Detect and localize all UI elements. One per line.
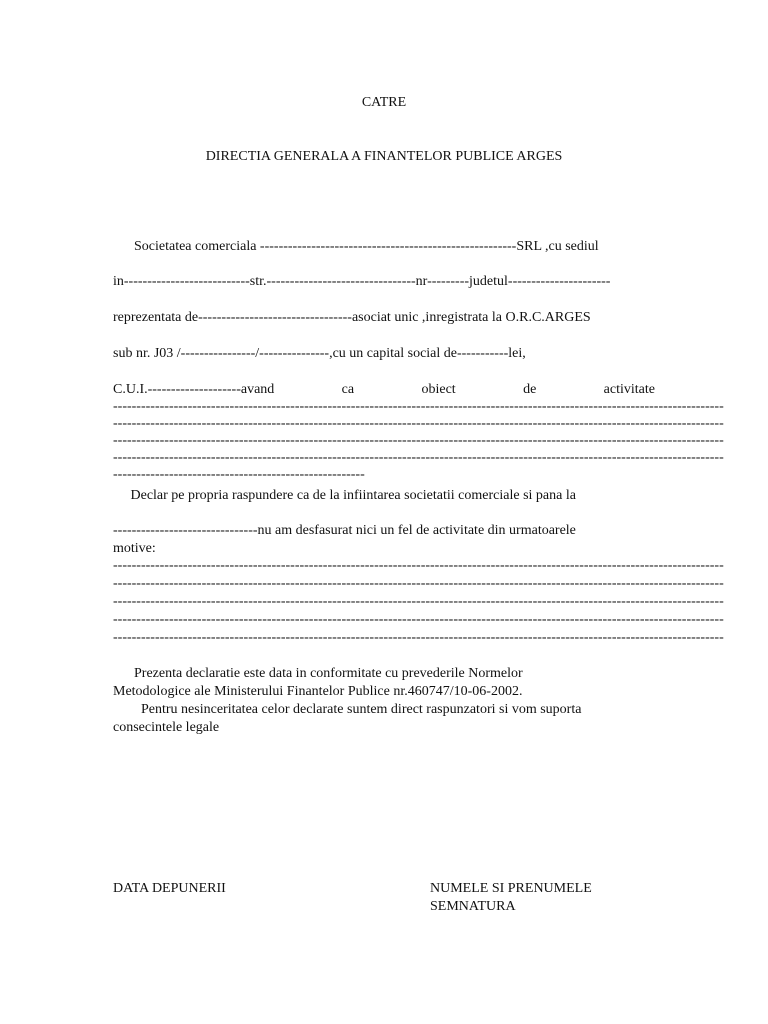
reasons-dash-line: ----------------------------------------------------------------------------------------------------------------------------------- [113, 630, 724, 645]
full-name-label: NUMELE SI PRENUMELE [430, 881, 592, 896]
de-word: de [523, 382, 537, 397]
activity-dash-line: ----------------------------------------------------------------------------------------------------------------------------------- [113, 416, 724, 431]
liability-statement: Pentru nesinceritatea celor declarate suntem direct raspunzatori si vom suporta [113, 702, 582, 717]
reasons-label: motive: [113, 541, 156, 556]
submission-date-label: DATA DEPUNERII [113, 881, 226, 896]
registration-line: sub nr. J03 /----------------/---------------,cu un capital social de-----------lei, [113, 346, 526, 361]
activitate-word: activitate [603, 382, 655, 397]
reasons-dash-line: ----------------------------------------------------------------------------------------------------------------------------------- [113, 576, 724, 591]
obiect-word: obiect [421, 382, 456, 397]
compliance-statement-continued: Metodologice ale Ministerului Finantelor Publice nr.460747/10-06-2002. [113, 684, 523, 699]
activity-dash-line: ----------------------------------------------------------------------------------------------------------------------------------- [113, 399, 724, 414]
address-line: in---------------------------str.--------------------------------nr---------judetul---------------------- [113, 274, 611, 289]
declaration-continued: -------------------------------nu am desfasurat nici un fel de activitate din urmatoarele [113, 523, 576, 538]
company-line: Societatea comerciala -------------------------------------------------------SRL ,cu sediul [113, 239, 599, 254]
addressee-to: CATRE [361, 95, 407, 110]
ca-word: ca [341, 382, 355, 397]
cui-activity-line [113, 381, 655, 399]
representative-line: reprezentata de---------------------------------asociat unic ,inregistrata la O.R.C.ARGES [113, 310, 591, 325]
compliance-statement: Prezenta declaratie este data in conformitate cu prevederile Normelor [113, 666, 523, 681]
reasons-dash-line: ----------------------------------------------------------------------------------------------------------------------------------- [113, 612, 724, 627]
declaration-line: Declar pe propria raspundere ca de la infiintarea societatii comerciale si pana la [113, 488, 576, 503]
liability-statement-continued: consecintele legale [113, 720, 220, 735]
reasons-dash-line: ----------------------------------------------------------------------------------------------------------------------------------- [113, 558, 724, 573]
signature-label: SEMNATURA [430, 899, 516, 914]
reasons-dash-line: ----------------------------------------------------------------------------------------------------------------------------------- [113, 594, 724, 609]
cui-word: C.U.I.--------------------avand [113, 382, 275, 397]
activity-dash-line: ----------------------------------------------------------------------------------------------------------------------------------- [113, 450, 724, 465]
addressee-recipient: DIRECTIA GENERALA A FINANTELOR PUBLICE ARGES [205, 149, 563, 164]
activity-dash-line: ----------------------------------------------------------------------------------------------------------------------------------- [113, 433, 724, 448]
activity-dash-line-end: ------------------------------------------------------ [113, 467, 365, 482]
